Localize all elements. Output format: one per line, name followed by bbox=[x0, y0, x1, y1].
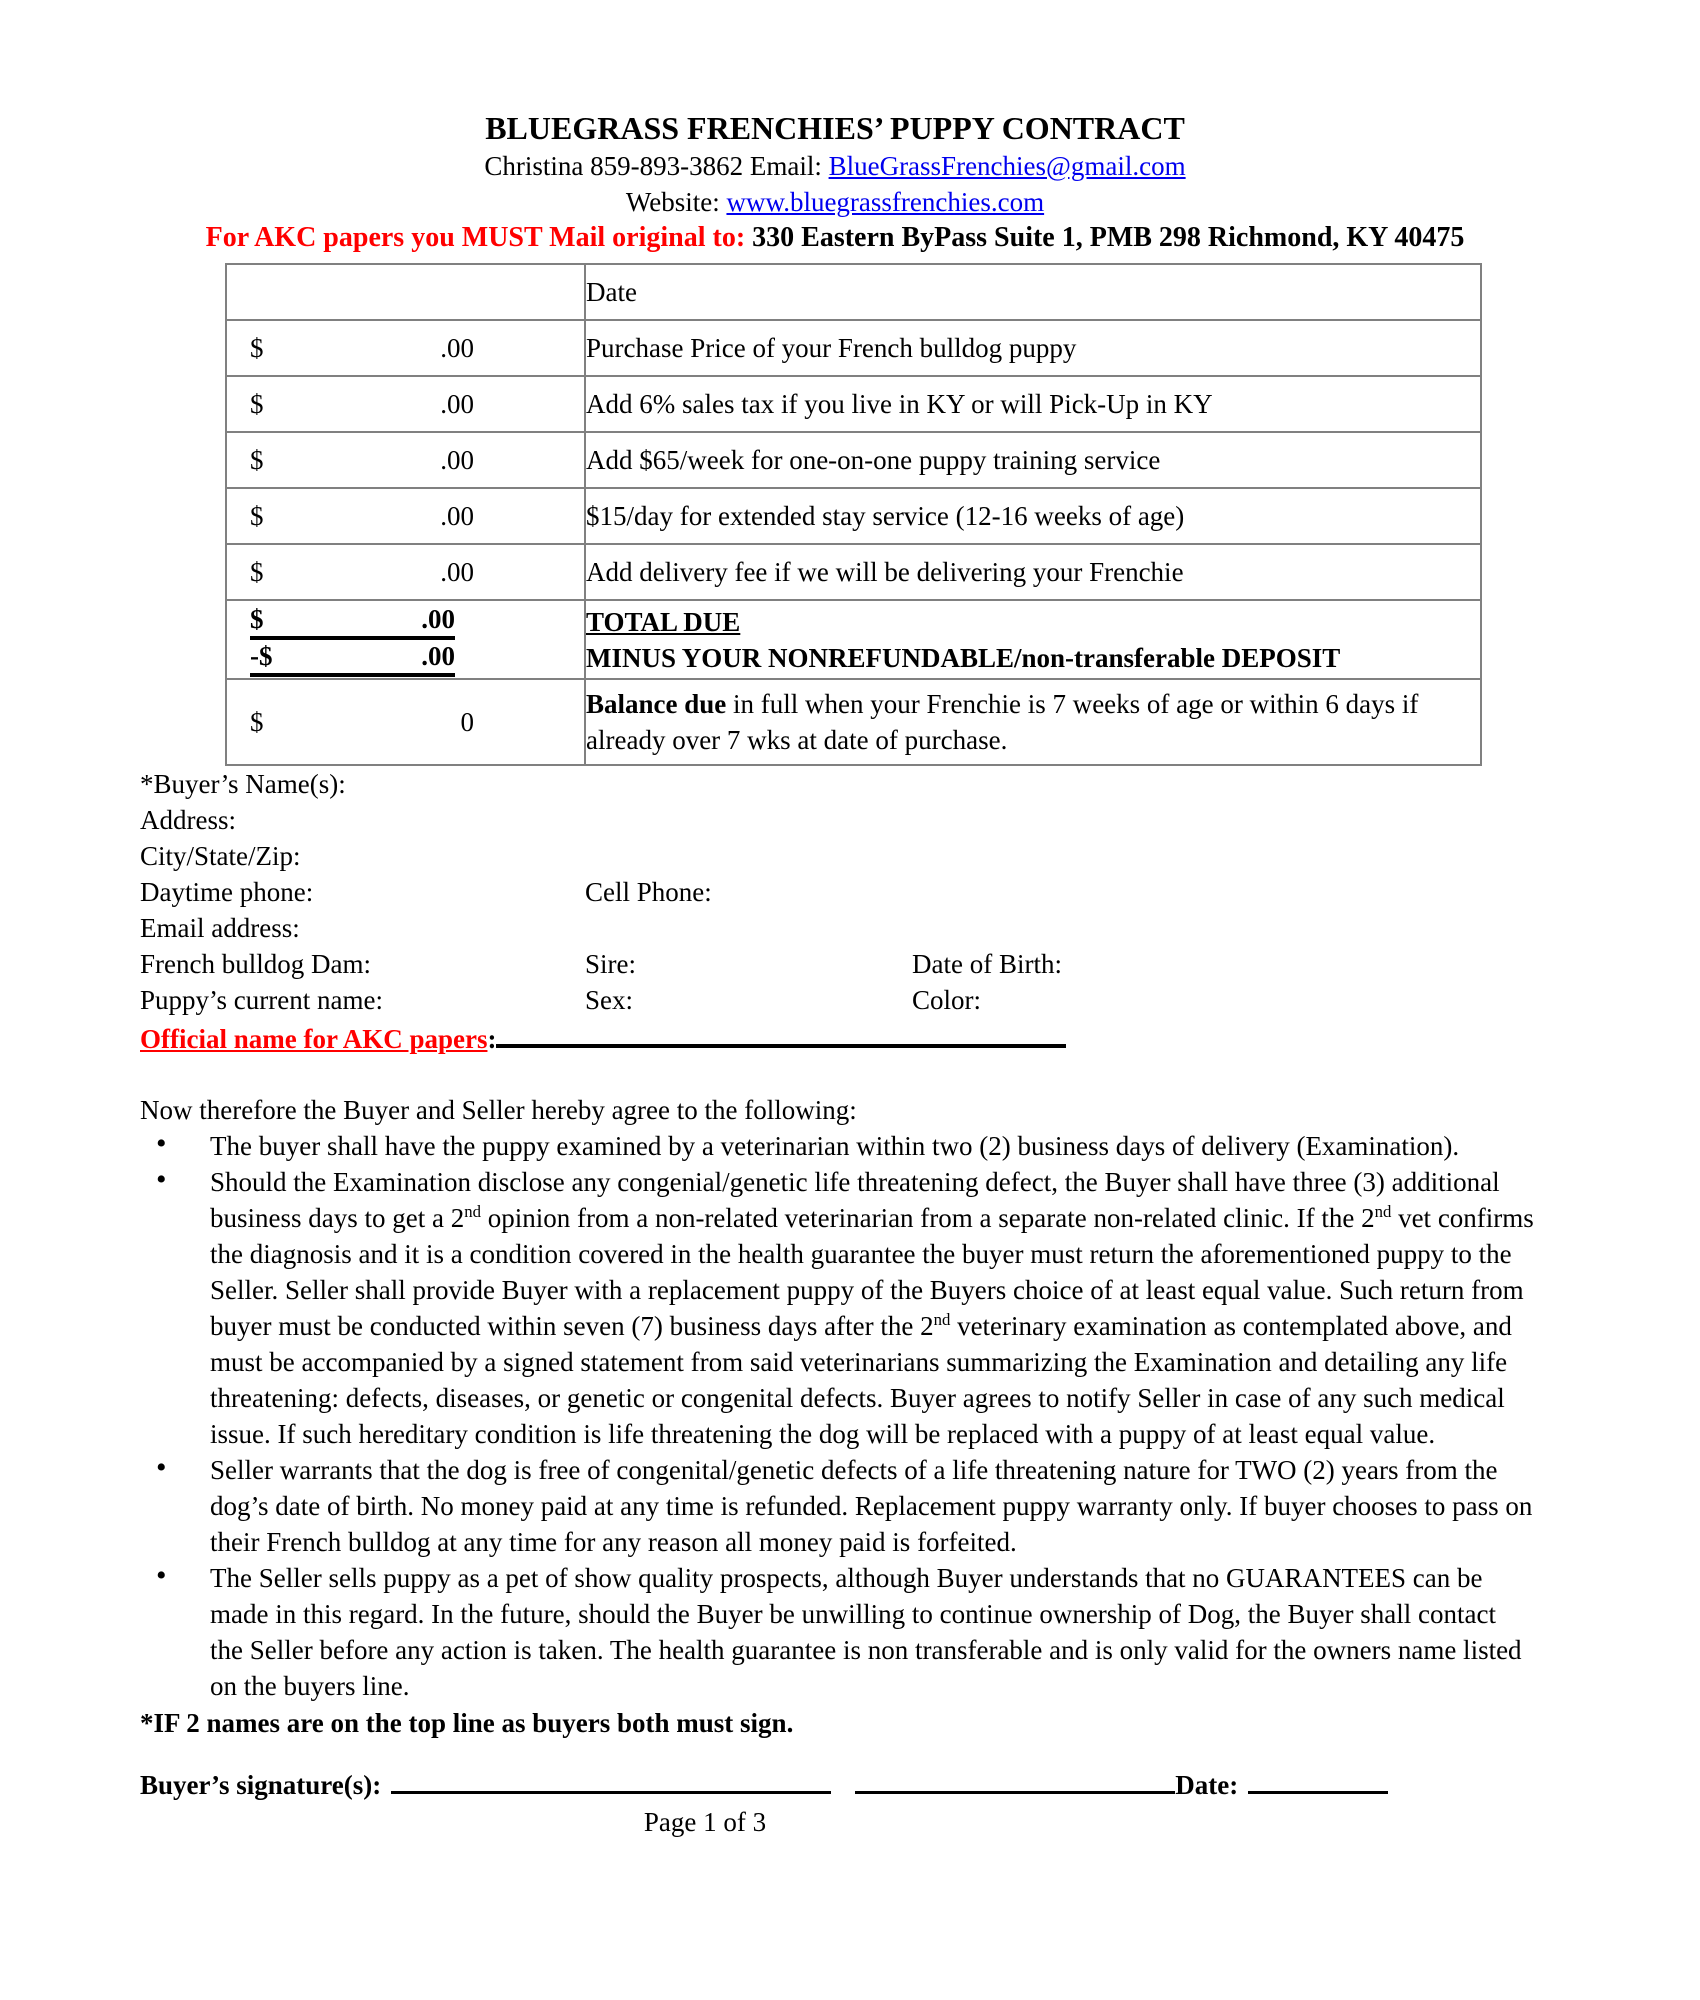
agreement-bullet-list bbox=[140, 1128, 1535, 1704]
email-address-label: Email address: bbox=[140, 913, 300, 943]
row-description: Purchase Price of your French bulldog puppy bbox=[585, 320, 1481, 376]
deposit-amount-blank bbox=[250, 640, 455, 677]
agreement-intro: Now therefore the Buyer and Seller hereby agree to the following: bbox=[140, 1095, 857, 1125]
agreement-bullet: • Seller warrants that the dog is free of congenital/genetic defects of a life threatening nature for TWO (2) years from the dog’s date of birth. No money paid at any time is refunded. Replacement puppy warranty only. If buyer chooses to pass on their French bulldog at any time for any reason all money paid is forfeited. bbox=[140, 1452, 1535, 1560]
field-dam-sire-dob bbox=[140, 946, 1700, 982]
table-row-delivery-fee bbox=[226, 544, 1481, 600]
buyer-info-section bbox=[140, 766, 1700, 1060]
agreement-bullet: • The buyer shall have the puppy examined by a veterinarian within two (2) business days of delivery (Examination). bbox=[140, 1128, 1535, 1164]
amount-field bbox=[227, 442, 584, 478]
currency-sign: $ bbox=[250, 557, 264, 587]
email-link[interactable]: BlueGrassFrenchies@gmail.com bbox=[828, 151, 1186, 181]
table-row-extended-stay bbox=[226, 488, 1481, 544]
date-blank-line bbox=[1248, 1768, 1388, 1794]
city-state-zip-label: City/State/Zip: bbox=[140, 841, 301, 871]
sex-label: Sex: bbox=[585, 985, 634, 1015]
table-row-purchase-price bbox=[226, 320, 1481, 376]
akc-mail-notice-line bbox=[140, 220, 1530, 256]
field-buyer-name bbox=[140, 766, 1700, 802]
balance-value: 0 bbox=[460, 707, 474, 737]
dam-label: French bulldog Dam: bbox=[140, 949, 371, 979]
website-link[interactable]: www.bluegrassfrenchies.com bbox=[726, 187, 1045, 217]
field-email bbox=[140, 910, 1700, 946]
total-due-label: TOTAL DUE bbox=[586, 606, 741, 637]
color-label: Color: bbox=[912, 985, 982, 1015]
field-address bbox=[140, 802, 1700, 838]
akc-official-name-colon: : bbox=[487, 1024, 497, 1054]
cents-placeholder: .00 bbox=[440, 333, 474, 363]
date-label: Date: bbox=[1175, 1770, 1239, 1800]
buyer-name-label: *Buyer’s Name(s): bbox=[140, 769, 346, 799]
balance-due-label: Balance due bbox=[586, 689, 727, 719]
currency-sign: $ bbox=[250, 603, 264, 634]
currency-sign: $ bbox=[250, 501, 264, 531]
puppy-name-label: Puppy’s current name: bbox=[140, 985, 383, 1015]
page-title: BLUEGRASS FRENCHIES’ PUPPY CONTRACT bbox=[485, 110, 1185, 146]
table-row-sales-tax bbox=[226, 376, 1481, 432]
website-line bbox=[140, 184, 1530, 220]
daytime-phone-label: Daytime phone: bbox=[140, 877, 314, 907]
contact-text: Christina 859-893-3862 Email: bbox=[484, 151, 829, 181]
pricing-table bbox=[225, 263, 1482, 766]
amount-field bbox=[227, 498, 584, 534]
table-row-balance-due bbox=[226, 679, 1481, 765]
sire-label: Sire: bbox=[585, 949, 636, 979]
table-row-date bbox=[226, 264, 1481, 320]
row-description: $15/day for extended stay service (12-16 weeks of age) bbox=[585, 488, 1481, 544]
total-amount-blank bbox=[250, 603, 455, 640]
agreement-bullet: • The Seller sells puppy as a pet of show quality prospects, although Buyer understands that no GUARANTEES can be made in this regard. In the future, should the Buyer be unwilling to continue ownership of Dog, the Buyer shall contact the Seller before any action is taken. The health guarantee is non transferable and is only valid for the owners name listed on the buyers line. bbox=[140, 1560, 1535, 1704]
balance-amount-field bbox=[227, 704, 584, 740]
akc-official-name-label: Official name for AKC papers bbox=[140, 1024, 488, 1054]
row-description: Add 6% sales tax if you live in KY or will Pick-Up in KY bbox=[585, 376, 1481, 432]
signature-line-1 bbox=[391, 1768, 831, 1794]
currency-sign: $ bbox=[250, 333, 264, 363]
amount-field bbox=[227, 330, 584, 366]
row-description: Add $65/week for one-on-one puppy training service bbox=[585, 432, 1481, 488]
date-amount-cell-empty bbox=[226, 264, 585, 320]
dob-label: Date of Birth: bbox=[912, 949, 1062, 979]
field-city-state-zip bbox=[140, 838, 1700, 874]
address-label: Address: bbox=[140, 805, 236, 835]
currency-sign: $ bbox=[250, 445, 264, 475]
minus-deposit-label: MINUS YOUR NONREFUNDABLE/non-transferable DEPOSIT bbox=[586, 642, 1341, 673]
contact-line bbox=[140, 148, 1530, 184]
both-must-sign-note: *IF 2 names are on the top line as buyers both must sign. bbox=[140, 1708, 794, 1738]
cents-placeholder: .00 bbox=[421, 603, 455, 634]
signature-line-2 bbox=[855, 1768, 1175, 1794]
balance-due-text: in full when your Frenchie is 7 weeks of age or within 6 days if already over 7 wks at date of purchase. bbox=[586, 689, 1419, 755]
currency-sign: $ bbox=[250, 389, 264, 419]
cents-placeholder: .00 bbox=[421, 640, 455, 671]
signature-block bbox=[140, 1767, 1700, 1803]
table-row-training-service bbox=[226, 432, 1481, 488]
cents-placeholder: .00 bbox=[440, 501, 474, 531]
akc-official-name-blank-line bbox=[496, 1020, 1066, 1048]
date-label-cell: Date bbox=[585, 264, 1481, 320]
website-text: Website: bbox=[625, 187, 727, 217]
cents-placeholder: .00 bbox=[440, 445, 474, 475]
field-phones bbox=[140, 874, 1700, 910]
agreement-bullet: • Should the Examination disclose any congenial/genetic life threatening defect, the Buyer shall have three (3) additional business days to get a 2nd opinion from a non-related veterinarian from a separate non-related clinic. If the 2nd vet confirms the diagnosis and it is a condition covered in the health guarantee the buyer must return the aforementioned puppy to the Seller. Seller shall provide Buyer with a replacement puppy of the Buyers choice of at least equal value. Such return from buyer must be conducted within seven (7) business days after the 2nd veterinary examination as contemplated above, and must be accompanied by a signed statement from said veterinarians summarizing the Examination and detailing any life threatening: defects, diseases, or genetic or congenital defects. Buyer agrees to notify Seller in case of any such medical issue. If such hereditary condition is life threatening the dog will be replaced with a puppy of at least equal value. bbox=[140, 1164, 1535, 1452]
amount-field bbox=[227, 386, 584, 422]
buyer-signature-label: Buyer’s signature(s): bbox=[140, 1770, 382, 1800]
cents-placeholder: .00 bbox=[440, 389, 474, 419]
currency-sign: $ bbox=[250, 707, 264, 737]
table-row-total-deposit bbox=[226, 600, 1481, 679]
currency-sign: -$ bbox=[250, 640, 273, 671]
field-akc-official-name bbox=[140, 1020, 1700, 1060]
field-puppy-sex-color bbox=[140, 982, 1700, 1018]
akc-mail-address: 330 Eastern ByPass Suite 1, PMB 298 Richmond, KY 40475 bbox=[752, 222, 1465, 253]
page-number: Page 1 of 3 bbox=[643, 1807, 767, 1837]
document-header bbox=[140, 108, 1530, 256]
cents-placeholder: .00 bbox=[440, 557, 474, 587]
row-description: Add delivery fee if we will be delivering your Frenchie bbox=[585, 544, 1481, 600]
akc-mail-notice: For AKC papers you MUST Mail original to: bbox=[205, 222, 753, 253]
amount-field bbox=[227, 554, 584, 590]
cell-phone-label: Cell Phone: bbox=[585, 877, 712, 907]
